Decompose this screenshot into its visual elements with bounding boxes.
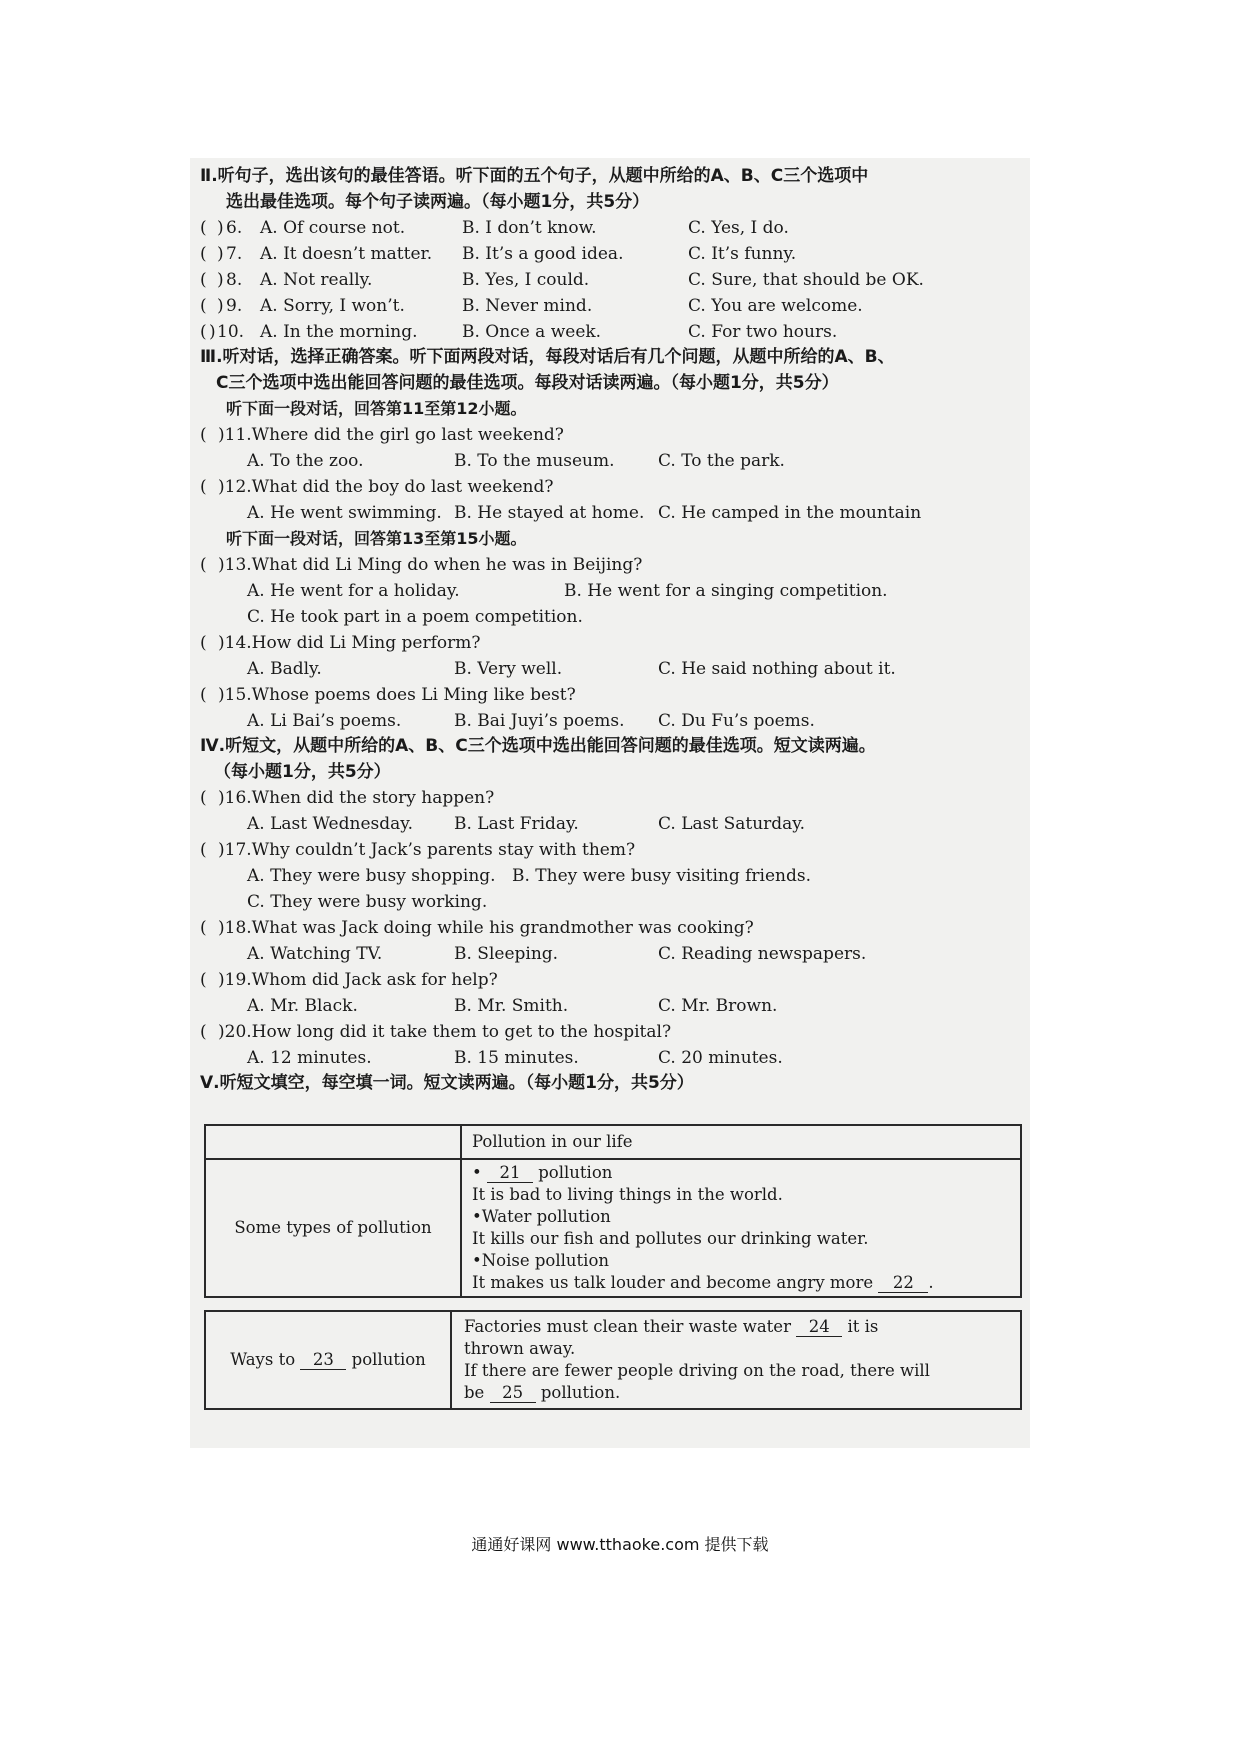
- water-pollution-line: •Water pollution: [472, 1207, 611, 1226]
- section-3-title-line1: Ⅲ.听对话，选择正确答案。听下面两段对话，每段对话后有几个问题，从题中所给的A、B、: [200, 347, 895, 367]
- question-text: )12.What did the boy do last weekend?: [218, 477, 554, 497]
- question-7: [200, 241, 1020, 267]
- option-c: C. It’s funny.: [688, 244, 797, 264]
- blank-25: 25: [490, 1383, 536, 1403]
- answer-paren-open: (: [200, 244, 207, 264]
- question-20-options: [200, 1045, 1020, 1071]
- option-b: B. Once a week.: [462, 322, 602, 342]
- option-b: B. It’s a good idea.: [462, 244, 624, 264]
- section-4-title: [200, 734, 1020, 785]
- dialogue-1-instruction: 听下面一段对话，回答第11至第12小题。: [226, 399, 527, 418]
- answer-paren-close: ): [209, 322, 216, 342]
- option-b: B. Bai Juyi’s poems.: [454, 711, 625, 731]
- option-a: A. Li Bai’s poems.: [247, 711, 402, 731]
- question-12-options: [200, 500, 1020, 526]
- blank-21: 21: [487, 1163, 533, 1183]
- answer-paren-open: (: [200, 296, 207, 316]
- option-a: A. In the morning.: [260, 322, 418, 342]
- question-number: 6.: [226, 218, 243, 238]
- noise-pollution-line: •Noise pollution: [472, 1251, 610, 1270]
- air-pollution-line: [472, 1162, 1012, 1184]
- question-17-options-ab: [200, 863, 1020, 889]
- option-c: C. 20 minutes.: [658, 1048, 783, 1068]
- option-a: A. 12 minutes.: [247, 1048, 372, 1068]
- section-2-title-line1: Ⅱ.听句子，选出该句的最佳答语。听下面的五个句子，从题中所给的A、B、C三个选项中: [200, 166, 869, 186]
- option-c: C. He said nothing about it.: [658, 659, 896, 679]
- line-text: pollution.: [535, 1383, 621, 1402]
- answer-paren-open: (: [200, 477, 207, 497]
- question-13-options-ab: [200, 578, 1020, 604]
- scanned-exam-page: [190, 158, 1030, 1448]
- row-label-types: Some types of pollution: [205, 1159, 461, 1297]
- option-b: B. 15 minutes.: [454, 1048, 579, 1068]
- option-c: C. For two hours.: [688, 322, 838, 342]
- option-c: C. He took part in a poem competition.: [247, 607, 583, 627]
- line-text: be: [464, 1383, 490, 1402]
- answer-paren-open: (: [200, 1022, 207, 1042]
- row-label-ways: [205, 1311, 451, 1409]
- question-10: [200, 319, 1020, 345]
- question-12: [200, 474, 1020, 500]
- option-a: A. Badly.: [247, 659, 322, 679]
- ways-line-4: [464, 1382, 1012, 1404]
- question-17-options-c: [200, 889, 1020, 915]
- section-3-title-line2: C三个选项中选出能回答问题的最佳选项。每段对话读两遍。（每小题1分，共5分）: [216, 372, 839, 393]
- type1-description: It is bad to living things in the world.: [472, 1185, 783, 1204]
- section-4-title-line2: （每小题1分，共5分）: [214, 761, 391, 782]
- question-text: )15.Whose poems does Li Ming like best?: [218, 685, 576, 705]
- question-text: )13.What did Li Ming do when he was in Beijing?: [218, 555, 643, 575]
- line-text: It makes us talk louder and become angry more: [472, 1273, 879, 1292]
- option-b: B. Mr. Smith.: [454, 996, 569, 1016]
- option-c: C. Yes, I do.: [688, 218, 789, 238]
- option-b: B. Very well.: [454, 659, 563, 679]
- question-text: )16.When did the story happen?: [218, 788, 495, 808]
- option-a: A. They were busy shopping.: [247, 866, 496, 886]
- option-b: B. They were busy visiting friends.: [512, 866, 812, 886]
- table-header: Pollution in our life: [461, 1125, 1021, 1159]
- question-8: [200, 267, 1020, 293]
- option-c: C. He camped in the mountain: [658, 503, 922, 523]
- question-text: )14.How did Li Ming perform?: [218, 633, 481, 653]
- question-14: [200, 630, 1020, 656]
- section-3-title: [200, 345, 1020, 396]
- option-a: A. Mr. Black.: [247, 996, 358, 1016]
- blank-24: 24: [796, 1317, 842, 1337]
- blank-22: 22: [878, 1273, 928, 1293]
- blank-23: 23: [300, 1350, 346, 1370]
- question-13-options-c: [200, 604, 1020, 630]
- label-text: pollution: [346, 1350, 426, 1369]
- question-number: 7.: [226, 244, 243, 264]
- type2-description: It kills our fish and pollutes our drinking water.: [472, 1229, 869, 1248]
- option-b: B. He went for a singing competition.: [564, 581, 888, 601]
- question-15-options: [200, 708, 1020, 734]
- ways-line-1: [464, 1316, 1012, 1338]
- label-text: Ways to: [230, 1350, 301, 1369]
- option-b: B. Last Friday.: [454, 814, 579, 834]
- line-text: it is: [842, 1317, 879, 1336]
- option-c: C. To the park.: [658, 451, 785, 471]
- line-text: pollution: [532, 1163, 613, 1182]
- option-a: A. To the zoo.: [247, 451, 364, 471]
- section-4-title-line1: Ⅳ.听短文，从题中所给的A、B、C三个选项中选出能回答问题的最佳选项。短文读两遍。: [200, 736, 876, 756]
- question-18-options: [200, 941, 1020, 967]
- question-text: )11.Where did the girl go last weekend?: [218, 425, 564, 445]
- answer-paren-open: (: [200, 970, 207, 990]
- answer-paren-close: ): [217, 218, 224, 238]
- question-text: )18.What was Jack doing while his grandmother was cooking?: [218, 918, 754, 938]
- option-a: A. Watching TV.: [247, 944, 383, 964]
- answer-paren-open: (: [200, 918, 207, 938]
- question-20: [200, 1019, 1020, 1045]
- option-b: B. He stayed at home.: [454, 503, 645, 523]
- question-number: 10.: [217, 322, 245, 342]
- option-a: A. Sorry, I won’t.: [260, 296, 405, 316]
- answer-paren-close: ): [217, 244, 224, 264]
- question-13: [200, 552, 1020, 578]
- answer-paren-open: (: [200, 633, 207, 653]
- question-19: [200, 967, 1020, 993]
- option-c: C. Reading newspapers.: [658, 944, 867, 964]
- answer-paren-open: (: [200, 218, 207, 238]
- row-content-ways: [451, 1311, 1021, 1409]
- question-11-options: [200, 448, 1020, 474]
- answer-paren-open: (: [200, 840, 207, 860]
- answer-paren-open: (: [200, 685, 207, 705]
- option-a: A. Not really.: [260, 270, 373, 290]
- type3-description: [472, 1272, 1012, 1294]
- answer-paren-close: ): [217, 270, 224, 290]
- option-a: A. Of course not.: [260, 218, 406, 238]
- option-c: C. Du Fu’s poems.: [658, 711, 815, 731]
- line-text: Factories must clean their waste water: [464, 1317, 797, 1336]
- exam-content: [200, 164, 1020, 1402]
- question-15: [200, 682, 1020, 708]
- option-b: B. To the museum.: [454, 451, 615, 471]
- option-a: A. Last Wednesday.: [247, 814, 413, 834]
- question-18: [200, 915, 1020, 941]
- pollution-table-ways: [204, 1310, 1022, 1410]
- question-text: )17.Why couldn’t Jack’s parents stay with them?: [218, 840, 636, 860]
- option-b: B. Yes, I could.: [462, 270, 590, 290]
- answer-paren-open: (: [200, 425, 207, 445]
- option-a: A. It doesn’t matter.: [260, 244, 433, 264]
- question-19-options: [200, 993, 1020, 1019]
- answer-paren-close: ): [217, 296, 224, 316]
- table-header-empty-cell: [205, 1125, 461, 1159]
- ways-line-3: If there are fewer people driving on the road, there will: [464, 1361, 930, 1380]
- question-text: )20.How long did it take them to get to the hospital?: [218, 1022, 672, 1042]
- option-c: C. Mr. Brown.: [658, 996, 778, 1016]
- option-b: B. I don’t know.: [462, 218, 597, 238]
- option-b: B. Sleeping.: [454, 944, 559, 964]
- question-9: [200, 293, 1020, 319]
- question-14-options: [200, 656, 1020, 682]
- option-b: B. Never mind.: [462, 296, 593, 316]
- option-a: A. He went for a holiday.: [247, 581, 460, 601]
- download-footer: 通通好课网 www.tthaoke.com 提供下载: [471, 1535, 769, 1554]
- answer-paren-open: (: [200, 555, 207, 575]
- answer-paren-open: (: [200, 270, 207, 290]
- option-c: C. Last Saturday.: [658, 814, 806, 834]
- question-text: )19.Whom did Jack ask for help?: [218, 970, 498, 990]
- answer-paren-open: (: [200, 788, 207, 808]
- option-c: C. They were busy working.: [247, 892, 488, 912]
- section-2-title-line2: 选出最佳选项。每个句子读两遍。（每小题1分，共5分）: [226, 191, 650, 212]
- question-11: [200, 422, 1020, 448]
- question-17: [200, 837, 1020, 863]
- section-5-title: [200, 1071, 1020, 1097]
- pollution-table-types: [204, 1124, 1022, 1298]
- question-16: [200, 785, 1020, 811]
- ways-line-2: thrown away.: [464, 1339, 576, 1358]
- question-number: 9.: [226, 296, 243, 316]
- question-6: [200, 215, 1020, 241]
- row-content-types: [461, 1159, 1021, 1297]
- question-16-options: [200, 811, 1020, 837]
- question-number: 8.: [226, 270, 243, 290]
- option-a: A. He went swimming.: [247, 503, 442, 523]
- bullet: •: [472, 1163, 487, 1182]
- option-c: C. Sure, that should be OK.: [688, 270, 924, 290]
- section-2-title: [200, 164, 1020, 215]
- dialogue-2-instruction: 听下面一段对话，回答第13至第15小题。: [226, 529, 527, 548]
- answer-paren-open: (: [200, 322, 207, 342]
- option-c: C. You are welcome.: [688, 296, 863, 316]
- period: .: [928, 1273, 934, 1292]
- section-5-title-text: Ⅴ.听短文填空，每空填一词。短文读两遍。（每小题1分，共5分）: [200, 1073, 694, 1093]
